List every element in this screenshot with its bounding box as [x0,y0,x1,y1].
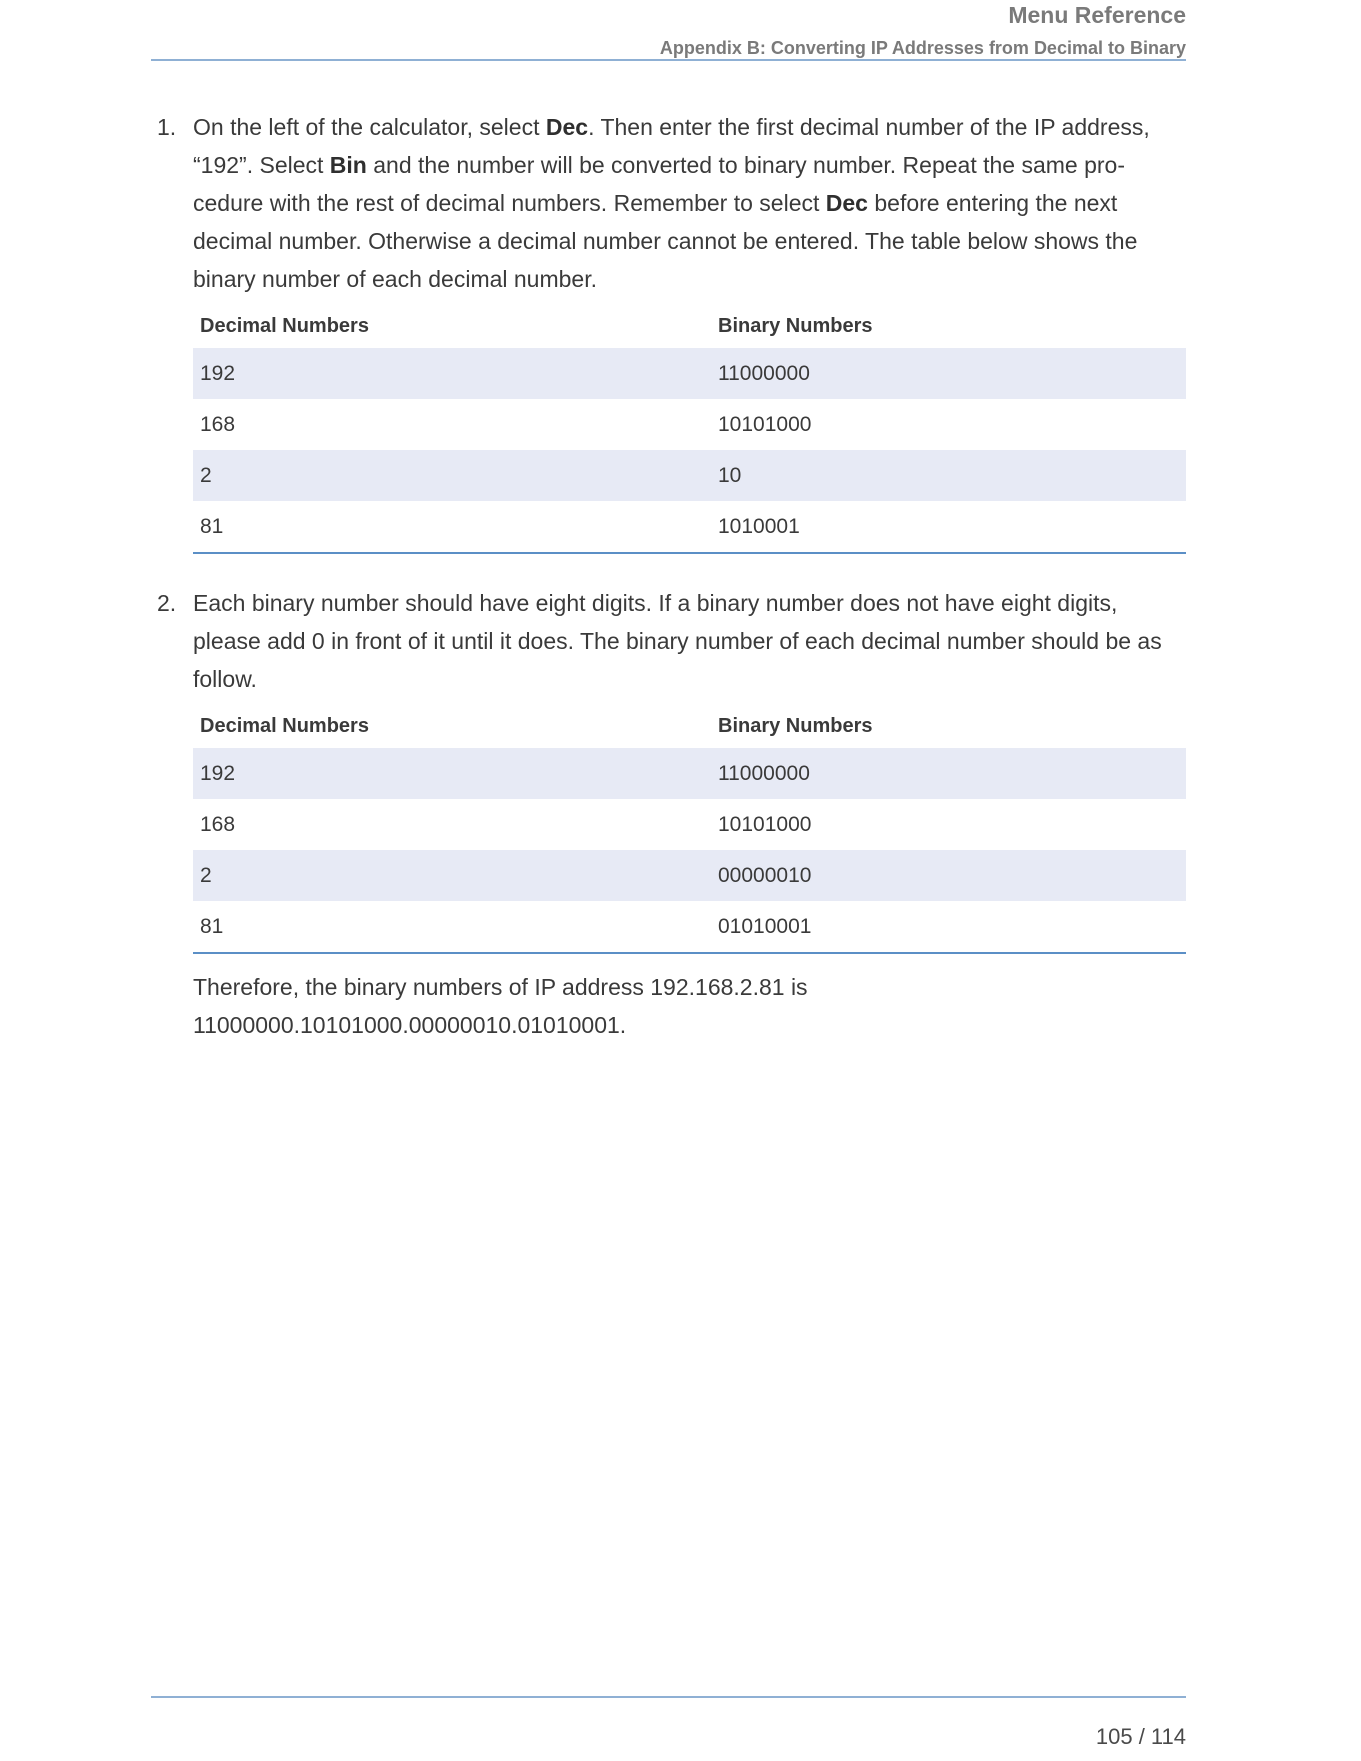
page-content [151,108,1186,1044]
decimal-cell: 81 [200,514,224,538]
binary-cell: 1010001 [718,514,800,538]
bold-bin: Bin [329,152,367,178]
bold-dec: Dec [825,190,868,216]
footer-divider [151,1696,1186,1698]
column-header: Decimal Numbers [200,714,369,737]
table-row [193,748,1186,799]
header-divider [151,59,1186,61]
binary-cell: 10101000 [718,812,812,836]
text-run: and the number will be converted to binary number. Repeat the same procedure with the rest of decimal numbers. Remember to select [193,152,1126,216]
table-row [193,399,1186,450]
header-title: Menu Reference [1008,2,1186,28]
header-subtitle: Appendix B: Converting IP Addresses from Decimal to Binary [659,38,1186,58]
column-header: Binary Numbers [718,314,873,337]
table-row [193,450,1186,501]
binary-cell: 11000000 [711,348,1186,399]
decimal-binary-table-1 [193,304,1186,554]
binary-cell: 01010001 [718,914,812,938]
step-2 [151,584,1186,954]
table-row [193,501,1186,553]
table-header-row [193,704,1186,748]
step-number: 1. [157,114,177,140]
decimal-cell: 192 [193,748,711,799]
step-1-text [193,108,1186,298]
table-row [193,799,1186,850]
conclusion-line-1: Therefore, the binary numbers of IP address 192.168.2.81 is [193,974,808,1000]
step-number: 2. [157,590,177,616]
text-run: . Then enter the first decimal number of the IP address, “192”. Select [193,114,1150,178]
decimal-cell: 168 [200,812,236,836]
text-run: On the left of the calculator, select [193,114,546,140]
decimal-cell: 2 [193,850,711,901]
step-2-text: Each binary number should have eight digits. If a binary number does not have eight digits, please add 0 in front of it until it does. The binary number of each decimal number should be as follow. [193,590,1162,692]
decimal-binary-table-2 [193,704,1186,954]
column-header: Decimal Numbers [200,314,369,337]
binary-cell: 10101000 [718,412,812,436]
step-1 [151,108,1186,554]
column-header: Binary Numbers [718,714,873,737]
decimal-cell: 168 [200,412,236,436]
conclusion-line-2: 11000000.10101000.00000010.01010001. [193,1012,627,1038]
bold-dec: Dec [545,114,589,140]
table-header-row [193,304,1186,348]
decimal-cell: 81 [200,914,224,938]
text-run: before entering the next decimal number. Otherwise a decimal number cannot be entered. The table below shows the binary number of each decimal number. [193,190,1138,292]
binary-cell: 00000010 [711,850,1186,901]
conclusion-paragraph [151,968,1186,1044]
decimal-cell: 2 [193,450,711,501]
binary-cell: 11000000 [711,748,1186,799]
binary-cell: 10 [711,450,1186,501]
page-number: 105 / 114 [1095,1724,1186,1749]
table-row [193,901,1186,953]
page-header [151,0,1186,59]
decimal-cell: 192 [193,348,711,399]
table-row [193,850,1186,901]
table-row [193,348,1186,399]
